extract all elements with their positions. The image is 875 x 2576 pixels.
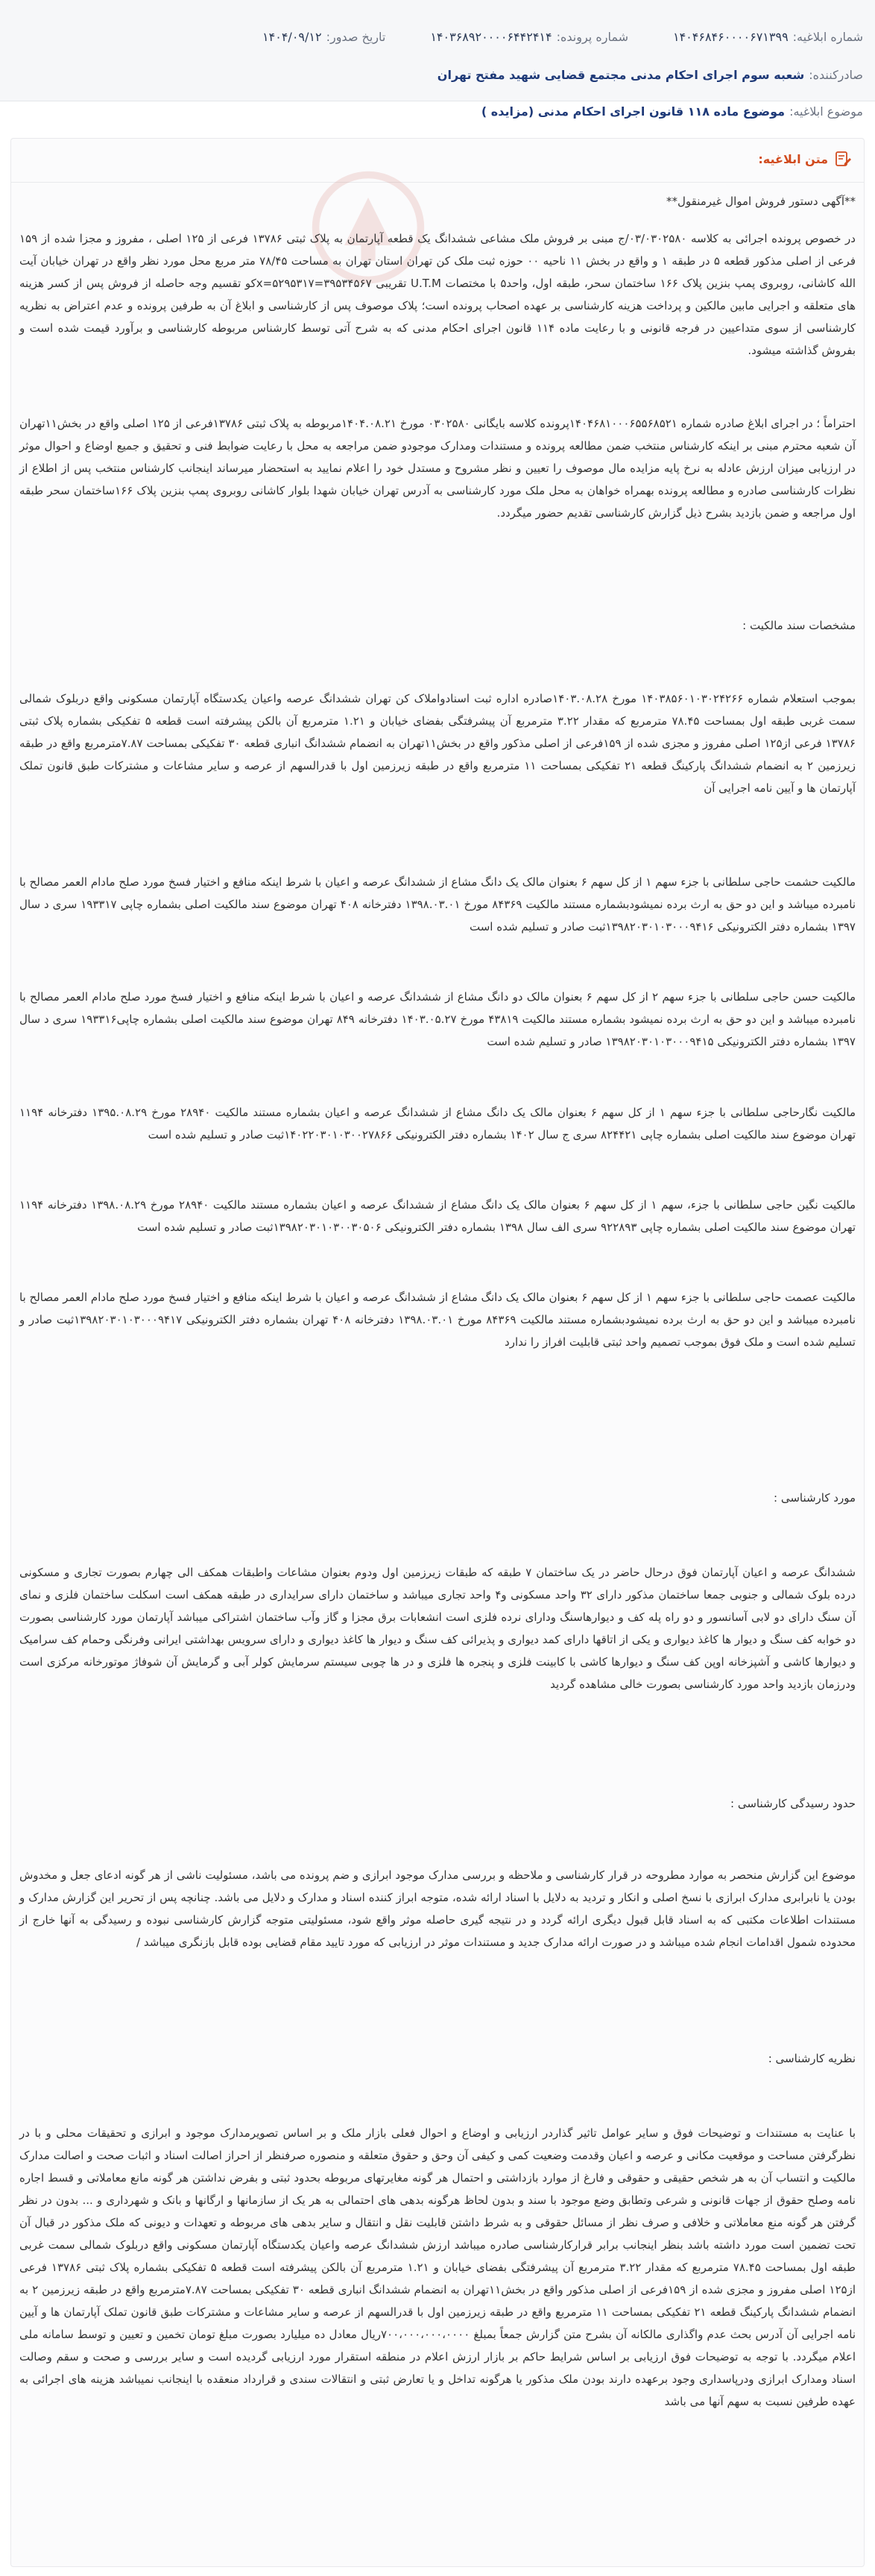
notice-number-value: ۱۴۰۴۶۸۴۶۰۰۰۰۶۷۱۳۹۹: [672, 30, 789, 44]
file-number-value: ۱۴۰۳۶۸۹۲۰۰۰۰۶۴۴۲۴۱۴: [430, 30, 552, 44]
paragraph-owner-heshmat: مالکیت حشمت حاجی سلطانی با جزء سهم ۱ از کل سهم ۶ بعنوان مالک یک دانگ مشاع از ششدانگ عرصه و اعیان با شرط اینکه منافع و اختیار فسخ مورد صلح مادام العمر مصالح با نامبرده میباشد و این دو حق به ارث برده نمیشودبشماره مستند مالکیت ۸۴۳۶۹ مورخ ۱۳۹۸.۰۳.۰۱ دفترخانه ۴۰۸ تهران موضوع سند مالکیت اصلی بشماره چاپی ۱۹۳۳۱۷ سری د سال ۱۳۹۷ بشماره دفتر الکترونیکی ۱۳۹۸۲۰۳۰۱۰۳۰۰۰۹۴۱۶ثبت صادر و تسلیم شده است: [19, 875, 856, 933]
file-number: [430, 30, 628, 44]
body-title: [758, 150, 852, 168]
notice-header: [0, 0, 875, 101]
issue-date-value: ۱۴۰۴/۰۹/۱۲: [262, 30, 322, 44]
heading-ownership: مشخصات سند مالکیت :: [742, 619, 856, 632]
paragraph-owner-hasan: مالکیت حسن حاجی سلطانی با جزء سهم ۲ از کل سهم ۶ بعنوان مالک دو دانگ مشاع از ششدانگ عرصه و اعیان با شرط اینکه منافع و اختیار فسخ مورد صلح مادام العمر مصالح با نامبرده میباشد و این دو حق به ارث برده نمیشود بشماره مستند مالکیت ۴۳۸۱۹ مورخ ۱۴۰۳.۰۵.۲۷ دفترخانه ۸۴۹ تهران موضوع سند مالکیت اصلی بشماره چاپی۱۹۳۳۱۶ سری د سال ۱۳۹۷ بشماره دفتر الکترونیکی ۱۳۹۸۲۰۳۰۱۰۳۰۰۰۹۴۱۵ صادر و تسلیم شده است: [19, 990, 856, 1048]
file-number-label: شماره پرونده:: [556, 30, 628, 44]
subject-line: [481, 104, 863, 119]
paragraph-request: احتراماً ؛ در اجرای ابلاغ صادره شماره ۱۴۰۴۶۸۱۰۰۰۶۵۵۶۸۵۲۱پرونده کلاسه بایگانی ۰۳۰۲۵۸۰ مورخ ۱۴۰۴.۰۸.۲۱مربوطه به پلاک ثبتی ۱۳۷۸۶فرعی از ۱۲۵ اصلی واقع در بخش۱۱تهران آن شعبه محترم مبنی بر اینکه کارشناس منتخب ضمن مطالعه پرونده و مستندات ومدارک موجودو ضمن مراجعه به محل با رعایت ضوابط فنی و تحقیق و جمیع اوضاع و احوال موثر در ارزیابی میزان ارزش عادله به نرخ پایه مزایده مال موصوف را تعیین و نظر مشروح و مستدل خود را اعلام نمایید به استحضار میرساند اینجانب کارشناس منتخب پس از اطلاع از نظرات کارشناسی صادره و مطالعه پرونده بهمراه خواهان به محل ملک مورد کارشناسی به آدرس تهران خیابان شهدا بلوار کاشانی روبروی پمپ بنزین پلاک ۱۶۶ساختمان سحر طبقه اول مراجعه و ضمن بازدید بشرح ذیل گزارش کارشناسی تقدیم حضور میگردد.: [19, 417, 856, 520]
notice-number: [673, 30, 863, 44]
paragraph-owner-esmat: مالکیت عصمت حاجی سلطانی با جزء سهم ۱ از کل سهم ۶ بعنوان مالک یک دانگ مشاع از ششدانگ عرصه و اعیان با شرط اینکه منافع و اختیار فسخ مورد صلح مادام العمر مصالح با نامبرده میباشد و این دو حق به ارث برده نمیشودبشماره مستند مالکیت ۸۴۳۶۹ مورخ ۱۳۹۸.۰۳.۰۱ دفترخانه ۴۰۸ تهران بشماره دفتر الکترونیکی ۱۳۹۸۲۰۳۰۱۰۳۰۰۰۹۴۱۷ثبت صادر و تسلیم شده است و ملک فوق بموجب تصمیم واحد ثبتی قابلیت افراز را ندارد: [19, 1291, 856, 1349]
paragraph-inquiry: بموجب استعلام شماره ۱۴۰۳۸۵۶۰۱۰۳۰۲۴۲۶۶ مورخ ۱۴۰۳.۰۸.۲۸صادره اداره ثبت اسنادواملاک کن تهران ششدانگ عرصه واعیان یکدستگاه آپارتمان مسکونی واقع دربلوک شمالی سمت غربی طبقه اول بمساحت ۷۸.۴۵ مترمربع که مقدار ۳.۲۲ مترمربع آن پیشرفتگی بفضای خیابان و ۱.۲۱ مترمربع آن بالکن پیشرفته است قطعه ۵ تفکیکی بشماره پلاک ثبتی ۱۳۷۸۶ فرعی از۱۲۵ اصلی مفروز و مجزی شده از ۱۵۹فرعی از اصلی مذکور واقع در بخش۱۱تهران به انضمام ششدانگ انباری قطعه ۳۰ تفکیکی بمساحت ۷.۸۷مترمربع واقع در طبقه زیرزمین ۲ به انضمام ششدانگ پارکینگ قطعه ۲۱ تفکیکی بمساحت ۱۱ مترمربع واقع در طبقه زیرزمین اول با قدرالسهم از عرصه و سایر مشاعات و مشترکات طبق قانون تملک آپارتمان ها و آیین نامه اجرایی آن: [19, 692, 856, 795]
paragraph-opinion: با عنایت به مستندات و توضیحات فوق و سایر عوامل تاثیر گذاردر ارزیابی و اوضاع و احوال فعلی بازار ملک و بر اساس تصویرمدارک موجود و ابرازی و تحقیقات محلی و با در نظرگرفتن مساحت و موقعیت مکانی و عرصه و اعیان وقدمت وضعیت کمی و کیفی آن وحق و حقوق متعلقه و منصوره صرفنظر از احراز اصالت اسناد و اثبات صحت و اصالت مدارک مالکیت و انتساب آن به هر شخص حقیقی و حقوقی و فارغ از موارد بازداشتی و احتمال هر گونه مغایرتهای مربوطه بحدود ثبتی و بفرض نداشتن هر گونه مانع معاملاتی و قسط اجاره نامه وصلح حقوق از جهات قانونی و شرعی وتطابق وضع موجود با سند و بدون لحاظ هرگونه بدهی های احتمالی به هر یک از سازمانها و ارگانها و بانک و شهرداری و ... بدون در نظر گرفتن هر گونه منع معاملاتی و خلافی و صرف نظر از مسائل حقوقی و به شرط داشتن قابلیت نقل و انتقال و سایر بدهی های مربوطه و تعهدات و دیونی که ملک مذکور در قبال آن تحت تضمین است مورد داشته باشد بنظر اینجانب برابر قرارکارشناسی صادره میباشد ارزش ششدانگ عرصه واعیان یکدستگاه آپارتمان مسکونی واقع دربلوک شمالی سمت غربی طبقه اول بمساحت ۷۸.۴۵ مترمربع که مقدار ۳.۲۲ مترمربع آن پیشرفتگی بفضای خیابان و ۱.۲۱ مترمربع آن بالکن پیشرفته است قطعه ۵ تفکیکی بشماره پلاک ثبتی ۱۳۷۸۶ فرعی از۱۲۵ اصلی مفروز و مجزی شده از ۱۵۹فرعی از اصلی مذکور واقع در بخش۱۱تهران به انضمام ششدانگ انباری قطعه ۳۰ تفکیکی بمساحت ۷.۸۷مترمربع واقع در طبقه زیرزمین ۲ به انضمام ششدانگ پارکینگ قطعه ۲۱ تفکیکی بمساحت ۱۱ مترمربع واقع در طبقه زیرزمین اول با قدرالسهم از عرصه و سایر مشاعات و مشترکات طبق قانون تملک آپارتمان ها و آیین نامه اجرایی آن آدرس بحث عدم واگذاری مالکانه آن بشرح متن گزارش جمعاً بمبلغ ۷۰۰،۰۰۰،۰۰۰،۰۰۰۰ریال معادل ده میلیارد بصورت مبلغ تومان تخمین و تعیین و توسط سامانه ملی اعلام میگردد. با توجه به توضیحات فوق ارزیابی بر اساس شرایط حاکم بر بازار ارزش اعلام در منطقه استقرار مورد ارزیابی گردیده است و سایر بررسی و صحت و سقم وصالت اسناد ومدارک ابرازی ودرپاسداری وجود برعهده دارند بودن ملک مذکور یا هرگونه تداخل و یا تعارض ثبتی و انتقالات سندی و قرارداد منعقده با اینجانب نمیباشد هزینه های اجرائی به عهده طرفین نسبت به سهم آنها می باشد: [19, 2126, 856, 2408]
subject-value: موضوع ماده ۱۱۸ قانون اجرای احکام مدنی (مزایده ): [481, 104, 786, 119]
notice-headline: **آگهی دستور فروش اموال غیرمنقول**: [666, 195, 856, 208]
subject-label: موضوع ابلاغیه:: [789, 104, 863, 119]
notice-number-label: شماره ابلاغیه:: [792, 30, 863, 44]
heading-opinion: نظریه کارشناسی :: [768, 2052, 856, 2065]
title-divider: [11, 182, 864, 183]
issue-date-label: تاریخ صدور:: [326, 30, 386, 44]
body-title-text: متن ابلاغیه:: [758, 151, 828, 166]
heading-subject: مورد کارشناسی :: [774, 1491, 856, 1505]
paragraph-scope: موضوع این گزارش منحصر به موارد مطروحه در قرار کارشناسی و ملاحظه و بررسی مدارک موجود ابرازی و ضم پرونده می باشد، مسئولیت ناشی از هر گونه ادعای جعل و مخدوش بودن یا نابرابری مدارک ابرازی با نسخ اصلی و انکار و تردید به دلایل با اسناد ارائه شده، متوجه ابراز کننده اسناد و مدارک و دلایل می باشد. چنانچه پس از تحریر این گزارش مدارک و مستندات اطلاعات مکتبی که به اسناد قابل قبول دیگری ارائه گردد و در نتیجه گیری حاصله موثر واقع شود، مسئولیتی متوجه گزارش کارشناسی نبوده و رسیدگی به آنها خارج از محدوده شمول اقدامات انجام شده میباشد و در صورت ارائه مدارک جدید و مستندات موثر در ارزیابی که مورد تایید مقام قضایی بوده قابل بازنگری میباشد /: [19, 1868, 856, 1949]
notice-meta-row: [12, 30, 863, 44]
paragraph-property-description: ششدانگ عرصه و اعیان آپارتمان فوق درحال حاضر در یک ساختمان ۷ طبقه که طبقات زیرزمین اول ودوم بعنوان مشاعات واطبقات همکف الی چهارم بصورت تجاری و مسکونی درده بلوک شمالی و جنوبی جمعا ساختمان مذکور دارای ۳۲ واحد مسکونی و۴ واحد تجاری میباشد و ساختمان دارای سرایداری در طبقه همکف است اسکلت ساختمان فلزی و نمای آن سنگ دارای دو لابی آسانسور و دو راه پله کف و دیوارهاسنگ ودارای نرده فلزی است انشعابات برق مجزا و گاز وآب ساختمان اشتراکی میباشد آپارتمان مورد کارشناسی بصورت دو خوابه کف سنگ و دیوار ها کاغذ دیواری و یکی از اتاقها دارای کمد دیواری و پذیرائی کف سنگ و دیوار ها کاغذ دیواری و دارای سرویس بهداشتی ایرانی وفرنگی وحمام کف سرامیک و دیوارها کاشی و آشپزخانه اوپن کف سنگ و دیوارها کاشی با کابینت فلزی و پنجره ها فلزی و در ها چوبی سیستم سرمایش کولر آبی و گرمایش آن شوفاژ موتورخانه مرکزی است ودرزمان بازدید واحد مورد کارشناسی بصورت خالی مشاهده گردید: [19, 1566, 856, 1691]
paragraph-owner-negin: مالکیت نگین حاجی سلطانی با جزء، سهم ۱ از کل سهم ۶ بعنوان مالک یک دانگ مشاع از ششدانگ عرصه و اعیان بشماره مستند مالکیت ۲۸۹۴۰ مورخ ۱۳۹۸.۰۸.۲۹ دفترخانه ۱۱۹۴ تهران موضوع سند مالکیت اصلی بشماره چاپی ۹۲۲۸۹۳ سری الف سال ۱۳۹۸ بشماره دفتر الکترونیکی ۱۳۹۸۲۰۳۰۱۰۳۰۰۳۰۵۰۶ثبت صادر و تسلیم شده است: [19, 1198, 856, 1234]
issuer-value: شعبه سوم اجرای احکام مدنی مجتمع قضایی شهید مفتح تهران: [437, 68, 805, 82]
paragraph-intro: در خصوص پرونده اجرائی به کلاسه ۰۳/۰۳۰۲۵۸۰/ج مبنی بر فروش ملک مشاعی ششدانگ یک قطعه آپارتمان به پلاک ثبتی ۱۳۷۸۶ فرعی از ۱۲۵ اصلی ، مفروز و مجزا شده از ۱۵۹ فرعی از اصلی مذکور قطعه ۵ در طبقه ۱ و واقع در بخش ۱۱ ناحیه ۰۰ حوزه ثبت ملک کن تهران استان تهران به مساحت ۷۸/۴۵ متر مربع محل مورد نظر واقع در تهران خیابان آیت الله کاشانی، روبروی پمپ بنزین پلاک ۱۶۶ ساختمان سحر، طبقه اول، واحد۵ با مختصات U.T.M تقریبی ۳۹۵۳۴۵۶۷=۵۲۹۵۳۱۷=xکو تقسیم وجه حاصله از فروش پس از کسر هزینه های متعلقه و اجرایی مابین مالکین و پرداخت هزینه کارشناسی بر عهده اصحاب پرونده است؛ پلاک موصوف پس از کارشناسی و ابلاغ آن به طرفین پرونده و عدم اعتراض به نظریه کارشناسی از سوی متداعیین در فرجه قانونی و با رعایت ماده ۱۱۴ قانون اجرای احکام مدنی که به شرح آتی توسط کارشناس مربوطه کارشناسی و برآورد قیمت شده است و بفروش گذاشته میشود.: [19, 232, 856, 357]
heading-scope: حدود رسیدگی کارشناسی :: [730, 1797, 856, 1810]
issue-date: [262, 30, 385, 44]
document-edit-icon: [834, 150, 852, 168]
issuer-line: [438, 68, 863, 82]
paragraph-owner-negar: مالکیت نگارحاجی سلطانی با جزء سهم ۱ از کل سهم ۶ بعنوان مالک یک دانگ مشاع از ششدانگ عرصه و اعیان بشماره مستند مالکیت ۲۸۹۴۰ مورخ ۱۳۹۵.۰۸.۲۹ دفترخانه ۱۱۹۴ تهران موضوع سند مالکیت اصلی بشماره چاپی ۸۲۴۴۲۱ سری ج سال ۱۴۰۲ بشماره دفتر الکترونیکی ۱۴۰۲۲۰۳۰۱۰۳۰۰۲۷۸۶۶ثبت صادر و تسلیم شده است: [19, 1106, 856, 1141]
issuer-label: صادرکننده:: [809, 68, 863, 82]
